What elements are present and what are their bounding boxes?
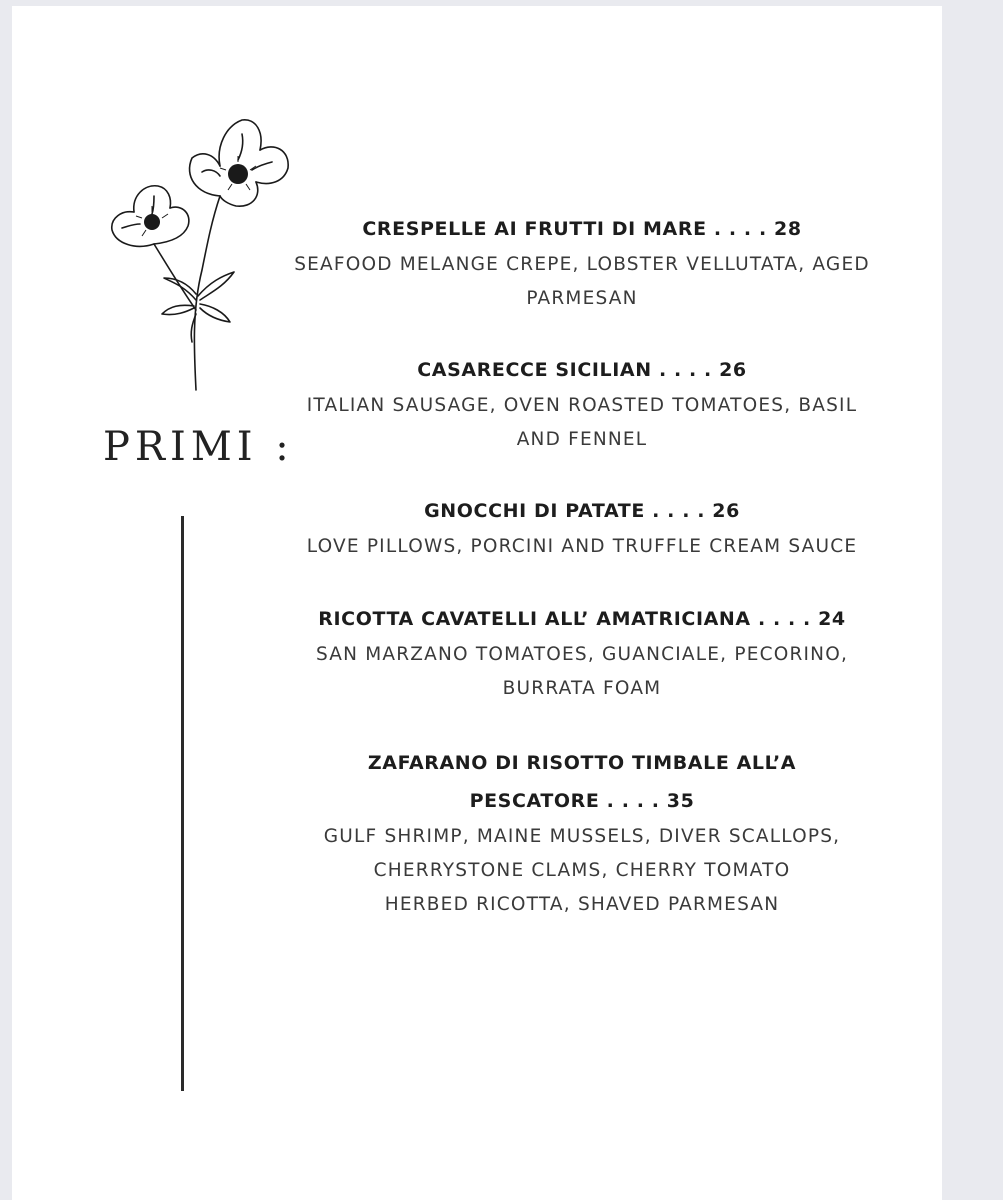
menu-item-name-line: GNOCCHI DI PATATE . . . . 26 (424, 500, 740, 522)
menu-item-name (282, 210, 882, 248)
menu-item-name-line: CASARECCE SICILIAN . . . . 26 (417, 359, 747, 381)
menu-item-description-line: ITALIAN SAUSAGE, OVEN ROASTED TOMATOES, BASIL (306, 395, 858, 416)
menu-item-description (282, 248, 882, 316)
menu-item-description (282, 820, 882, 922)
menu-item-description (282, 530, 882, 564)
menu-item-name-line: PESCATORE . . . . 35 (469, 790, 695, 812)
menu-item (282, 210, 882, 316)
menu-item-description (282, 638, 882, 706)
menu-item-name-line: CRESPELLE AI FRUTTI DI MARE . . . . 28 (362, 218, 802, 240)
menu-page (12, 6, 942, 1200)
menu-item-name (282, 600, 882, 638)
menu-item-description-line: CHERRYSTONE CLAMS, CHERRY TOMATO (373, 860, 791, 881)
menu-item-description-line: AND FENNEL (516, 429, 648, 450)
menu-item-name (282, 744, 882, 820)
menu-item (282, 351, 882, 457)
menu-item-name-line: RICOTTA CAVATELLI ALL’ AMATRICIANA . . . . 24 (318, 608, 846, 630)
menu-item-description-line: BURRATA FOAM (502, 678, 662, 699)
menu-item-description-line: SEAFOOD MELANGE CREPE, LOBSTER VELLUTATA, AGED (294, 254, 870, 275)
menu-item-name (282, 351, 882, 389)
menu-item-description-line: HERBED RICOTTA, SHAVED PARMESAN (384, 894, 780, 915)
menu-item (282, 492, 882, 564)
vertical-divider (181, 516, 184, 1091)
poppy-flower-icon (92, 110, 302, 400)
menu-item-description-line: GULF SHRIMP, MAINE MUSSELS, DIVER SCALLOPS, (323, 826, 841, 847)
menu-item (282, 600, 882, 706)
menu-item-description-line: PARMESAN (526, 288, 638, 309)
menu-item-name-line: ZAFARANO DI RISOTTO TIMBALE ALL’A (367, 752, 797, 774)
menu-item-description-line: SAN MARZANO TOMATOES, GUANCIALE, PECORINO, (315, 644, 849, 665)
menu-item-description-line: LOVE PILLOWS, PORCINI AND TRUFFLE CREAM SAUCE (306, 536, 858, 557)
menu-item-description (282, 389, 882, 457)
menu-item (282, 744, 882, 922)
menu-item-name (282, 492, 882, 530)
section-title: PRIMI : (103, 424, 294, 470)
